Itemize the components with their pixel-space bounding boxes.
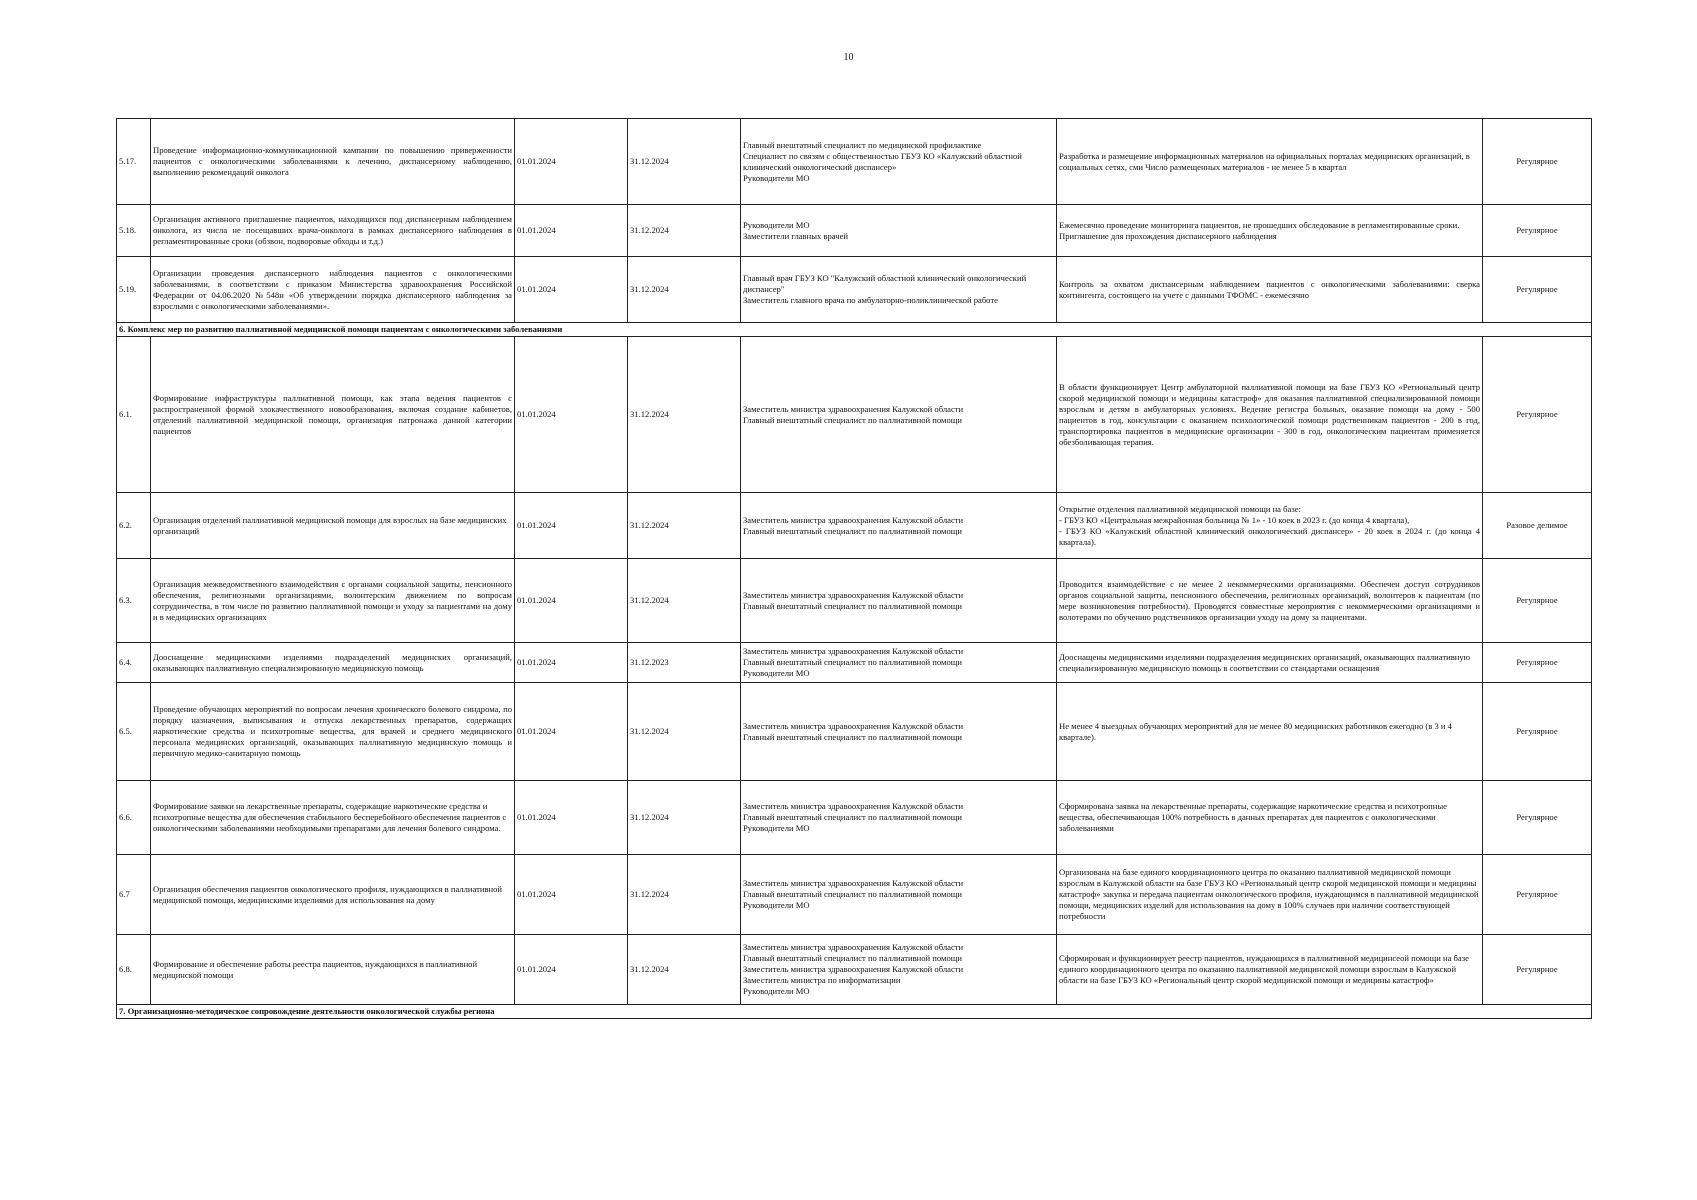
- table-row: [117, 493, 1592, 559]
- frequency: Регулярное: [1483, 119, 1592, 205]
- responsible-cell: [741, 683, 1057, 781]
- row-number: 5.19.: [117, 257, 151, 323]
- responsible-line: Руководители МО: [743, 986, 810, 996]
- row-number: 6.7: [117, 855, 151, 935]
- start-date: 01.01.2024: [515, 935, 628, 1005]
- row-number: 6.4.: [117, 643, 151, 683]
- action-text: Формирование заявки на лекарственные препараты, содержащие наркотические средства и психотропные вещества для обеспечения стабильного бесперебойного обеспечения пациентов с онкологическими заболеваниями необходимыми препаратами для лечения болевого синдрома.: [151, 781, 515, 855]
- start-date: 01.01.2024: [515, 683, 628, 781]
- frequency: Регулярное: [1483, 559, 1592, 643]
- responsible-cell: [741, 257, 1057, 323]
- responsible-line: Руководители МО: [743, 900, 810, 910]
- responsible-cell: [741, 493, 1057, 559]
- result-text: Разработка и размещение информационных материалов на официальных порталах медицинских организаций, в социальных сетях, сми Число размещенных материалов - не менее 5 в квартал: [1057, 119, 1483, 205]
- result-text: Не менее 4 выездных обучающих мероприятий для не менее 80 медицинских работников ежегодно (в 3 и 4 квартале).: [1057, 683, 1483, 781]
- responsible-cell: [741, 559, 1057, 643]
- start-date: 01.01.2024: [515, 257, 628, 323]
- section-row: [117, 1005, 1592, 1019]
- end-date: 31.12.2024: [628, 205, 741, 257]
- responsible-line: Заместители главных врачей: [743, 230, 848, 241]
- frequency: Регулярное: [1483, 781, 1592, 855]
- row-number: 6.5.: [117, 683, 151, 781]
- page-number: 10: [843, 52, 854, 63]
- table-row: [117, 337, 1592, 493]
- responsible-line: Специалист по связям с общественностью ГБУЗ КО «Калужский областной клинический онкологический диспансер»: [743, 150, 1022, 172]
- end-date: 31.12.2024: [628, 559, 741, 643]
- responsible-line: Руководители МО: [743, 668, 810, 678]
- start-date: 01.01.2024: [515, 781, 628, 855]
- frequency: Разовое делимое: [1483, 493, 1592, 559]
- responsible-line: Заместитель министра здравоохранения Калужской области: [743, 964, 964, 974]
- action-text: Организация обеспечения пациентов онкологического профиля, нуждающихся в паллиативной медицинской помощи, медицинскими изделиями для использования на дому: [151, 855, 515, 935]
- responsible-line: Заместитель министра здравоохранения Калужской области: [743, 878, 964, 888]
- frequency: Регулярное: [1483, 205, 1592, 257]
- responsible-line: Главный внештатный специалист по паллиативной помощи: [743, 731, 962, 742]
- action-text: Проведение обучающих мероприятий по вопросам лечения хронического болевого синдрома, по порядку назначения, выписывания и отпуска лекарственных препаратов, содержащих наркотические средства и психотропные вещества, для врачей и среднего медицинского персонала медицинских организаций, оказывающих паллиативную медицинскую помощь и первичную медико-санитарную помощь: [151, 683, 515, 781]
- action-text: Проведение информационно-коммуникационной кампании по повышению приверженности пациентов с онкологическими заболеваниями к лечению, диспансерному наблюдению, выполнению рекомендаций онколога: [151, 119, 515, 205]
- start-date: 01.01.2024: [515, 643, 628, 683]
- responsible-line: Главный врач ГБУЗ КО "Калужский областной клинический онкологический диспансер": [743, 273, 1027, 294]
- result-text: Дооснащены медицинскими изделиями подразделения медицинских организаций, оказывающих паллиативную специализированную медицинскую помощь в соответствии со стандартами оснащения: [1057, 643, 1483, 683]
- start-date: 01.01.2024: [515, 119, 628, 205]
- responsible-line: Заместитель министра здравоохранения Калужской области: [743, 720, 964, 731]
- result-text: Сформирован и функционирует реестр пациентов, нуждающихся в паллиативной медицинсеой помощи на базе единого координационного центра по оказанию паллиативной медицинской помощи взрослым в Калужской области на базе ГБУЗ КО «Региональный центр скорой медицинской помощи и медицины катастроф»: [1057, 935, 1483, 1005]
- row-number: 5.18.: [117, 205, 151, 257]
- responsible-line: Заместитель министра по информатизации: [743, 975, 901, 985]
- end-date: 31.12.2024: [628, 337, 741, 493]
- row-number: 5.17.: [117, 119, 151, 205]
- row-number: 6.1.: [117, 337, 151, 493]
- frequency: Регулярное: [1483, 337, 1592, 493]
- responsible-line: Главный внештатный специалист по паллиативной помощи: [743, 889, 962, 899]
- end-date: 31.12.2024: [628, 855, 741, 935]
- responsible-line: Главный внештатный специалист по паллиативной помощи: [743, 657, 962, 667]
- table-row: [117, 257, 1592, 323]
- result-text: Сформирована заявка на лекарственные препараты, содержащие наркотические средства и психотропные вещества, обеспечивающая 100% потребность в данных препаратах для пациентов с онкологическими заболеваниями: [1057, 781, 1483, 855]
- responsible-cell: [741, 205, 1057, 257]
- end-date: 31.12.2024: [628, 493, 741, 559]
- result-line: - ГБУЗ КО «Центральная межрайонная больница № 1» - 10 коек в 2023 г. (до конца 4 квартала),: [1059, 514, 1410, 525]
- end-date: 31.12.2023: [628, 643, 741, 683]
- result-line: - ГБУЗ КО «Калужский областной клинический онкологический диспансер» - 20 коек в 2024 г. (до конца 4 квартала).: [1059, 525, 1480, 547]
- action-text: Организация активного приглашение пациентов, находящихся под диспансерным наблюдением онколога, из числа не посещавших врача-онколога в рамках диспансерного наблюдения в регламентированные сроки (обзвон, подворовые обходы и т.д.): [151, 205, 515, 257]
- responsible-line: Заместитель министра здравоохранения Калужской области: [743, 646, 964, 656]
- row-number: 6.2.: [117, 493, 151, 559]
- action-text: Формирование инфраструктуры паллиативной помощи, как этапа ведения пациентов с распространенной формой злокачественного новообразования, включая создание кабинетов, отделений паллиативной медицинской помощи, организация патронажа данной категории пациентов: [151, 337, 515, 493]
- table-row: [117, 683, 1592, 781]
- responsible-line: Руководители МО: [743, 172, 810, 183]
- responsible-line: Главный внештатный специалист по паллиативной помощи: [743, 525, 962, 536]
- end-date: 31.12.2024: [628, 781, 741, 855]
- table-row: [117, 643, 1592, 683]
- row-number: 6.8.: [117, 935, 151, 1005]
- start-date: 01.01.2024: [515, 493, 628, 559]
- responsible-line: Заместитель министра здравоохранения Калужской области: [743, 942, 964, 952]
- responsible-cell: [741, 119, 1057, 205]
- frequency: Регулярное: [1483, 683, 1592, 781]
- responsible-cell: [741, 855, 1057, 935]
- action-text: Формирование и обеспечение работы реестра пациентов, нуждающихся в паллиативной медицинской помощи: [151, 935, 515, 1005]
- responsible-line: Заместитель министра здравоохранения Калужской области: [743, 801, 964, 811]
- responsible-line: Заместитель главного врача по амбулаторно-поликлинической работе: [743, 295, 998, 305]
- table-row: [117, 119, 1592, 205]
- frequency: Регулярное: [1483, 643, 1592, 683]
- responsible-cell: [741, 935, 1057, 1005]
- row-number: 6.6.: [117, 781, 151, 855]
- frequency: Регулярное: [1483, 935, 1592, 1005]
- result-text: Ежемесячно проведение мониторинга пациентов, не прошедших обследование в регламентированные сроки. Приглашение для прохождения диспансерного наблюдения: [1057, 205, 1483, 257]
- result-text: Проводится взаимодействие с не менее 2 некоммерческими организациями. Обеспечен доступ сотрудников органов социальной защиты, пенсионного обеспечения, религиозных организаций, волонтеров к пациентам (по мере возникновения потребности). Проводятся совместные мероприятия с некоммерческими организациями и волотерами по обучению родственников организации уходу на дому за пациентами.: [1057, 559, 1483, 643]
- responsible-cell: [741, 781, 1057, 855]
- table-row: [117, 935, 1592, 1005]
- action-text: Организация межведомственного взаимодействия с органами социальной защиты, пенсионного обеспечения, религиозными организациями, волонтерским движением по вопросам сотрудничества, в том числе по развитию паллиативной помощи и уходу за пациентами на дому и в медицинских организациях: [151, 559, 515, 643]
- start-date: 01.01.2024: [515, 559, 628, 643]
- end-date: 31.12.2024: [628, 119, 741, 205]
- section-6-title: 6. Комплекс мер по развитию паллиативной медицинской помощи пациентам с онкологическими заболеваниями: [117, 323, 1592, 337]
- end-date: 31.12.2024: [628, 935, 741, 1005]
- start-date: 01.01.2024: [515, 205, 628, 257]
- responsible-line: Главный внештатный специалист по паллиативной помощи: [743, 812, 962, 822]
- end-date: 31.12.2024: [628, 683, 741, 781]
- result-text: Организована на базе единого координационного центра по оказанию паллиативной медицинской помощи взрослым в Калужской области на базе ГБУЗ КО «Региональный центр скорой медицинской помощи и медицины катастроф» закупка и передача пациентам онкологического профиля, нуждающимся в паллиативной медицинской помощи, медицинских изделий для использования на дому в 100% случаев при наличии соответствующей потребности: [1057, 855, 1483, 935]
- action-text: Организация отделений паллиативной медицинской помощи для взрослых на базе медицинских организаций: [151, 493, 515, 559]
- responsible-line: Главный внештатный специалист по паллиативной помощи: [743, 414, 962, 425]
- responsible-line: Руководители МО: [743, 219, 810, 230]
- table-row: [117, 781, 1592, 855]
- frequency: Регулярное: [1483, 257, 1592, 323]
- result-line: Открытие отделения паллиативной медицинской помощи на базе:: [1059, 503, 1301, 514]
- table-row: [117, 855, 1592, 935]
- responsible-line: Заместитель министра здравоохранения Калужской области: [743, 514, 964, 525]
- action-text: Дооснащение медицинскими изделиями подразделений медицинских организаций, оказывающих паллиативную специализированную медицинскую помощь: [151, 643, 515, 683]
- end-date: 31.12.2024: [628, 257, 741, 323]
- responsible-line: Главный внештатный специалист по медицинской профилактике: [743, 139, 982, 150]
- responsible-line: Руководители МО: [743, 823, 810, 833]
- start-date: 01.01.2024: [515, 337, 628, 493]
- section-row: [117, 323, 1592, 337]
- result-cell: [1057, 493, 1483, 559]
- table-row: [117, 559, 1592, 643]
- responsible-line: Главный внештатный специалист по паллиативной помощи: [743, 953, 962, 963]
- row-number: 6.3.: [117, 559, 151, 643]
- responsible-line: Заместитель министра здравоохранения Калужской области: [743, 403, 964, 414]
- action-text: Организации проведения диспансерного наблюдения пациентов с онкологическими заболеваниями, в соответствии с приказом Министерства здравоохранения Российской Федерации от 04.06.2020 №548н «Об утверждении порядка диспансерного наблюдения за взрослыми с онкологическими заболеваниями».: [151, 257, 515, 323]
- table-row: [117, 205, 1592, 257]
- responsible-line: Главный внештатный специалист по паллиативной помощи: [743, 600, 962, 611]
- plan-table: [116, 118, 1592, 1019]
- result-text: Контроль за охватом диспансерным наблюдением пациентов с онкологическими заболеваниями: сверка контингента, состоящего на учете с данными ТФОМС - ежемесячно: [1057, 257, 1483, 323]
- frequency: Регулярное: [1483, 855, 1592, 935]
- start-date: 01.01.2024: [515, 855, 628, 935]
- responsible-cell: [741, 337, 1057, 493]
- responsible-line: Заместитель министра здравоохранения Калужской области: [743, 589, 964, 600]
- section-7-title: 7. Организационно-методическое сопровождение деятельности онкологической службы региона: [117, 1005, 1592, 1019]
- responsible-cell: [741, 643, 1057, 683]
- result-text: В области функционирует Центр амбулаторной паллиативной помощи на базе ГБУЗ КО «Региональный центр скорой медицинской помощи и медицины катастроф» для оказания паллиативной специализированной помощи взрослым и детям в амбулаторных условиях. Ведение регистра больных, оказание помощи на дому - 500 пациентов в год, консультации с оказанием психологической помощи родственникам пациентов - 200 в год, транспортировка пациентов в медицинские организации - 300 в год, онкологическим пациентам применяется обезболивающая терапия.: [1057, 337, 1483, 493]
